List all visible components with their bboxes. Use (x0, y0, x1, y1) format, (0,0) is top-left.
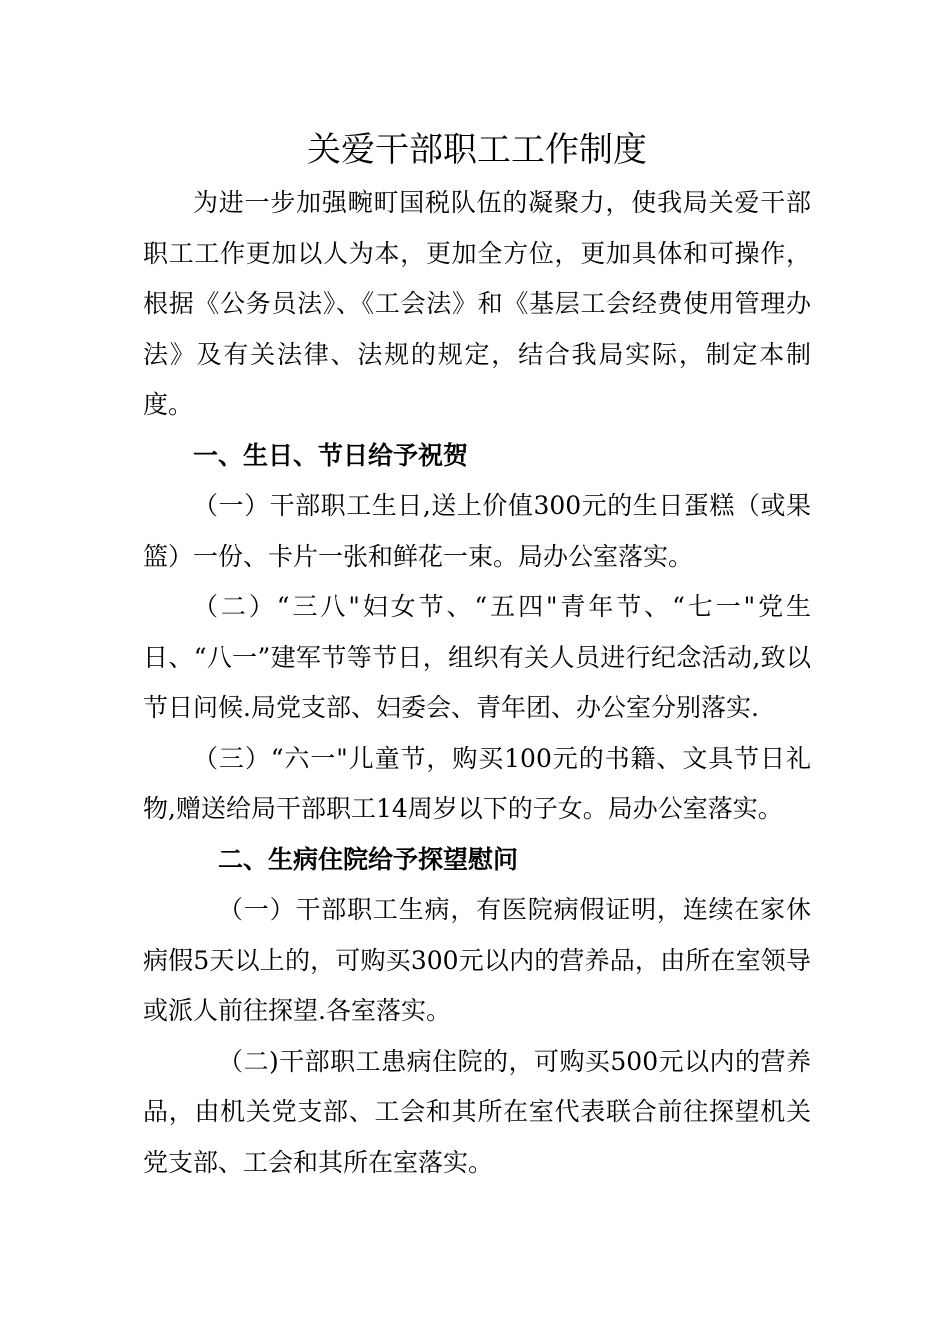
intro-paragraph: 为进一步加强畹町国税队伍的凝聚力，使我局关爱干部职工工作更加以人为本，更加全方位，更加具体和可操作，根据《公务员法》、《工会法》和《基层工会经费使用管理办法》及有关法律、法规的规定，结合我局实际，制定本制度。 (143, 188, 811, 419)
section-1-item-1: （一）干部职工生日,送上价值300元的生日蛋糕（或果篮）一份、卡片一张和鲜花一束。局办公室落实。 (143, 491, 811, 571)
section-2-item-1: （一）干部职工生病，有医院病假证明，连续在家休病假5天以上的，可购买300元以内的营养品，由所在室领导或派人前往探望.各室落实。 (143, 895, 811, 1025)
document-body (143, 128, 811, 1188)
section-1-item-2: （二）“三八"妇女节、“五四"青年节、“七一"党生日、“八一”建军节等节日，组织有关人员进行纪念活动,致以节日问候.局党支部、妇委会、青年团、办公室分别落实. (143, 592, 811, 722)
document-title: 关爱干部职工工作制度 (307, 130, 647, 170)
section-heading-1: 一、生日、节日给予祝贺 (193, 440, 469, 470)
section-heading-2: 二、生病住院给予探望慰问 (218, 844, 519, 874)
section-1-item-3: （三）“六一"儿童节，购买100元的书籍、文具节日礼物,赠送给局干部职工14周岁以下的子女。局办公室落实。 (143, 743, 811, 823)
section-2-item-2: （二)干部职工患病住院的，可购买500元以内的营养品，由机关党支部、工会和其所在室代表联合前往探望机关党支部、工会和其所在室落实。 (143, 1046, 811, 1177)
